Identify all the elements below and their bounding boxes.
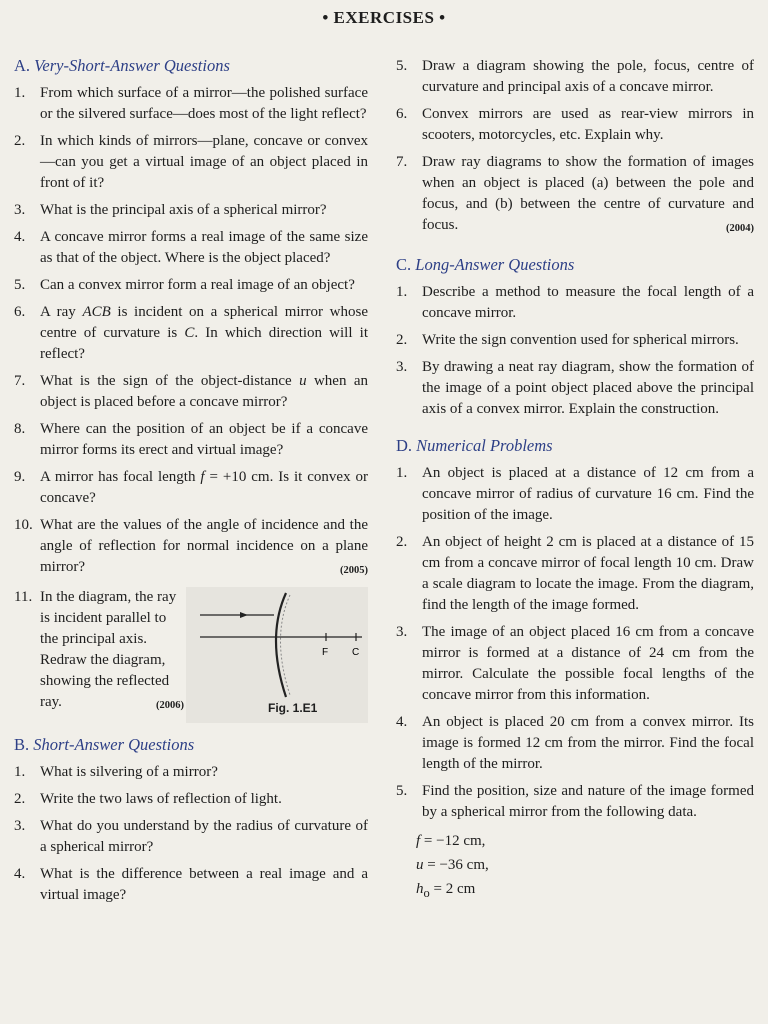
question-c3: 3. By drawing a neat ray diagram, show the formation of the image of a point object placed above the principal axis of a convex mirror. Explain the construction. [396, 359, 754, 417]
question-d4: 4. An object is placed 20 cm from a convex mirror. Its image is formed 12 cm from the mirror. Find the focal length of the mirror. [396, 714, 754, 772]
question-a10: 10. What are the values of the angle of incidence and the angle of reflection for normal incidence on a plane mirror? (2005) [14, 515, 368, 581]
question-a5: 5. Can a convex mirror form a real image of an object? [14, 277, 355, 293]
focus-label: F [322, 647, 329, 658]
left-column [14, 56, 368, 912]
question-b4: 4. What is the difference between a real image and a virtual image? [14, 866, 368, 903]
ray-arrow-icon [240, 612, 248, 618]
question-c1: 1. Describe a method to measure the focal length of a concave mirror. [396, 284, 754, 321]
section-d-heading: D. Numerical Problems [396, 436, 553, 455]
question-b7: 7. Draw ray diagrams to show the formation of images when an object is placed (a) between the pole and focus, and (b) between the centre of curvature and focus. (2004) [396, 152, 754, 239]
year-badge: (2004) [726, 223, 754, 234]
question-a4: 4. A concave mirror forms a real image of the same size as that of the object. Where is the object placed? [14, 229, 368, 266]
question-b6: 6. Convex mirrors are used as rear-view mirrors in scooters, motorcycles, etc. Explain why. [396, 106, 754, 143]
question-c2: 2. Write the sign convention used for spherical mirrors. [396, 332, 739, 348]
question-b5: 5. Draw a diagram showing the pole, focus, centre of curvature and principal axis of a concave mirror. [396, 58, 754, 95]
year-badge: (2006) [156, 700, 184, 711]
section-c-heading: C. Long-Answer Questions [396, 255, 575, 274]
year-badge: (2005) [340, 565, 368, 576]
question-b2: 2. Write the two laws of reflection of light. [14, 791, 282, 807]
question-a1: 1. From which surface of a mirror—the polished surface or the silvered surface—does most of the light reflect? [14, 85, 368, 122]
question-a9: 9. A mirror has focal length f = +10 cm. Is it convex or concave? [14, 469, 368, 506]
concave-mirror-curve [276, 593, 286, 697]
question-d1: 1. An object is placed at a distance of 12 cm from a concave mirror of radius of curvature 16 cm. Find the position of the image. [396, 465, 754, 523]
question-b3: 3. What do you understand by the radius of curvature of a spherical mirror? [14, 818, 368, 855]
given-u: u = −36 cm, [416, 857, 489, 873]
page-title: • EXERCISES • [322, 8, 446, 27]
question-a11: 11. In the diagram, the ray is incident parallel to the principal axis. Redraw the diagram, showing the reflected ray. (2006) F C Fig. 1.E1 [14, 587, 368, 735]
question-a6: 6. A ray ACB is incident on a spherical mirror whose centre of curvature is C. In which direction will it reflect? [14, 304, 368, 362]
section-a-heading: A. Very-Short-Answer Questions [14, 56, 230, 75]
question-d3: 3. The image of an object placed 16 cm from a concave mirror is formed at a distance of 24 cm from the mirror. Calculate the possible focal lengths of the concave mirror from this information. [396, 624, 754, 703]
figure-caption: Fig. 1.E1 [268, 701, 318, 715]
section-b-heading: B. Short-Answer Questions [14, 735, 195, 754]
question-d5: 5. Find the position, size and nature of the image formed by a spherical mirror from the following data. [396, 783, 754, 820]
question-a8: 8. Where can the position of an object be if a concave mirror forms its erect and virtual image? [14, 421, 368, 458]
given-ho: $h_o = 2$ cm [416, 881, 476, 900]
right-column [396, 56, 754, 905]
figure-concave-mirror [186, 587, 368, 723]
centre-label: C [352, 647, 360, 658]
question-a7: 7. What is the sign of the object-distance u when an object is placed before a concave mirror? [14, 373, 368, 410]
question-a3: 3. What is the principal axis of a spherical mirror? [14, 202, 327, 218]
question-b1: 1. What is silvering of a mirror? [14, 764, 218, 780]
question-d2: 2. An object of height 2 cm is placed at a distance of 15 cm from a concave mirror of focal length 10 cm. Draw a scale diagram to locate the image. From the diagram, find the length of the image formed. [396, 534, 754, 613]
question-a2: 2. In which kinds of mirrors—plane, concave or convex—can you get a virtual image of an object placed in front of it? [14, 133, 368, 191]
given-f: f = −12 cm, [416, 833, 486, 849]
